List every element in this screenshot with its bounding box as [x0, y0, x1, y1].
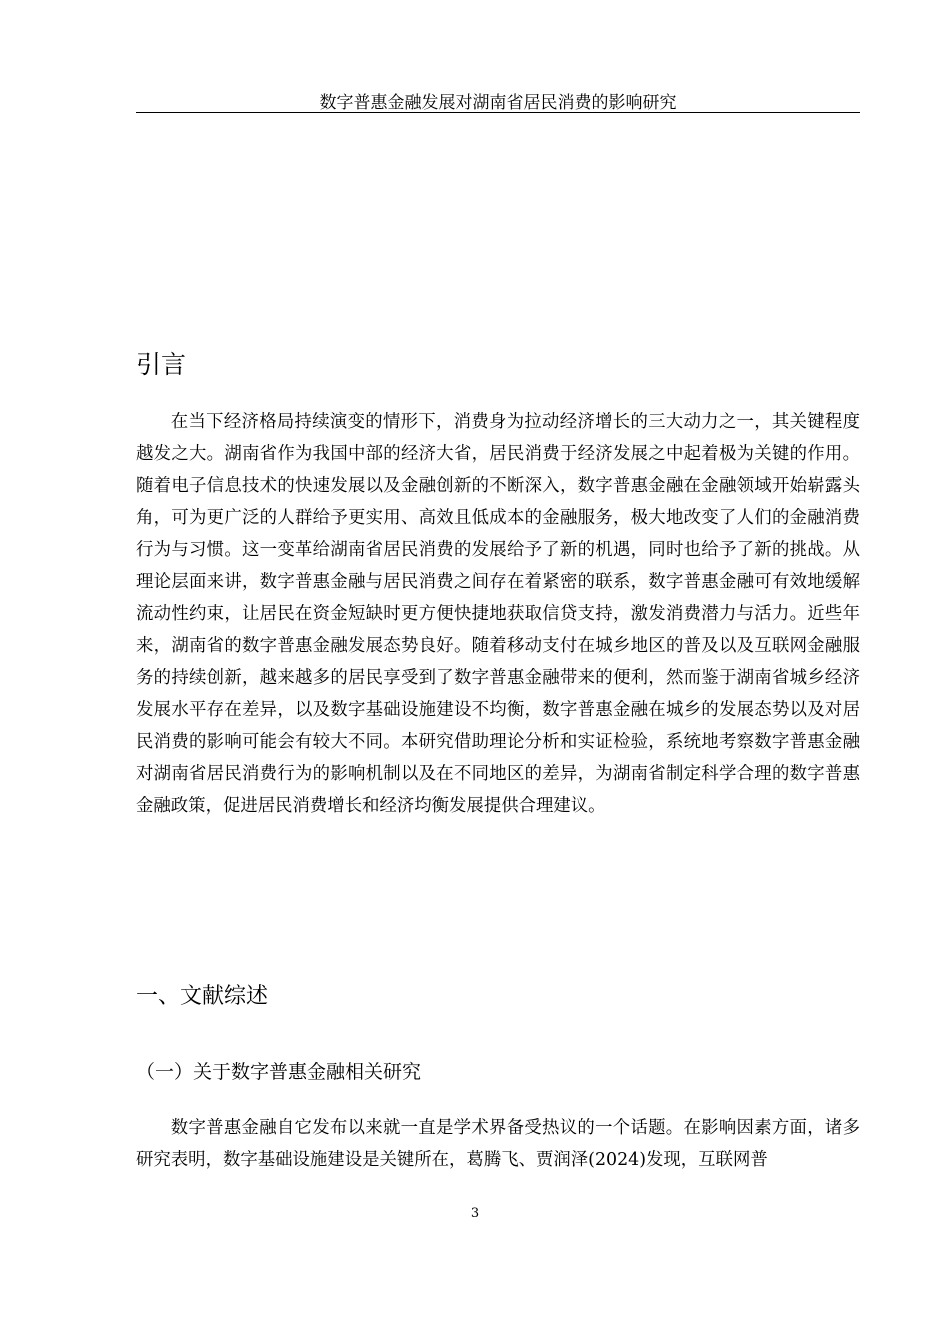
intro-heading: 引言 — [136, 350, 187, 379]
literature-review-heading: 一、文献综述 — [136, 984, 269, 1009]
running-header: 数字普惠金融发展对湖南省居民消费的影响研究 — [319, 93, 677, 113]
digital-finance-subheading: （一）关于数字普惠金融相关研究 — [136, 1061, 422, 1083]
header-rule — [136, 112, 860, 113]
literature-paragraph: 数字普惠金融自它发布以来就一直是学术界备受热议的一个话题。在影响因素方面，诸多研究表明，数字基础设施建设是关键所在，葛腾飞、贾润泽(2024)发现，互联网普 — [136, 1118, 860, 1170]
page-number: 3 — [470, 1206, 480, 1221]
intro-paragraph: 在当下经济格局持续演变的情形下，消费身为拉动经济增长的三大动力之一，其关键程度越发之大。湖南省作为我国中部的经济大省，居民消费于经济发展之中起着极为关键的作用。随着电子信息技术的快速发展以及金融创新的不断深入，数字普惠金融在金融领域开始崭露头角，可为更广泛的人群给予更实用、高效且低成本的金融服务，极大地改变了人们的金融消费行为与习惯。这一变革给湖南省居民消费的发展给予了新的机遇，同时也给予了新的挑战。从理论层面来讲，数字普惠金融与居民消费之间存在着紧密的联系，数字普惠金融可有效地缓解流动性约束，让居民在资金短缺时更方便快捷地获取信贷支持，激发消费潜力与活力。近些年来，湖南省的数字普惠金融发展态势良好。随着移动支付在城乡地区的普及以及互联网金融服务的持续创新，越来越多的居民享受到了数字普惠金融带来的便利，然而鉴于湖南省城乡经济发展水平存在差异，以及数字基础设施建设不均衡，数字普惠金融在城乡的发展态势以及对居民消费的影响可能会有较大不同。本研究借助理论分析和实证检验，系统地考察数字普惠金融对湖南省居民消费行为的影响机制以及在不同地区的差异，为湖南省制定科学合理的数字普惠金融政策，促进居民消费增长和经济均衡发展提供合理建议。 — [136, 412, 860, 816]
